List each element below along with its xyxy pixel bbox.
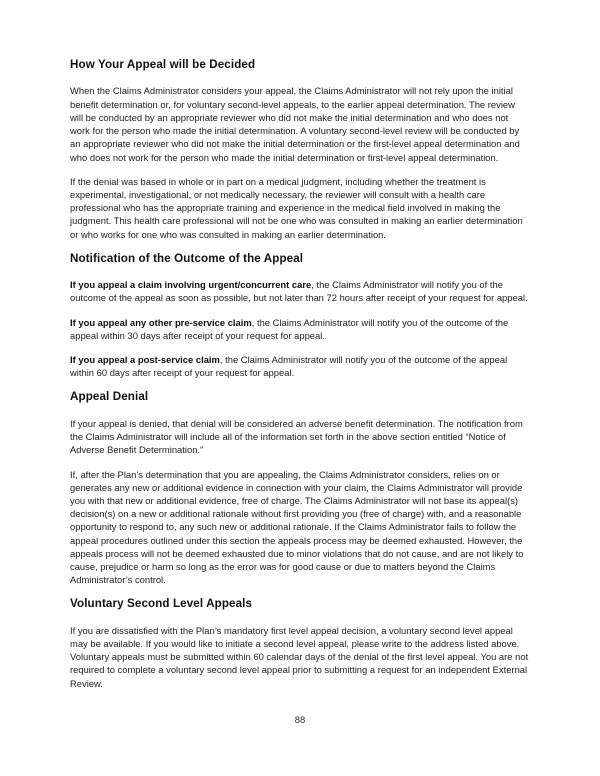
paragraph-lead-in: If you appeal a post-service claim [70,354,220,366]
paragraph-lead-in: If you appeal a claim involving urgent/concurrent care [70,279,312,291]
paragraph [70,353,529,379]
section-heading-voluntary-second-level-appeals: Voluntary Second Level Appeals [70,597,253,611]
paragraph: If you are dissatisfied with the Plan’s mandatory first level appeal decision, a voluntary second level appeal may be available. If you would like to initiate a second level appeal, please write to the address listed above. Voluntary appeals must be submitted within 60 calendar days of the denial of the first level appeal. You are not required to complete a voluntary second level appeal prior to submitting a request for an independent External Review. [70,624,529,689]
section-heading-notification-of-the-outcome-of-the-appeal: Notification of the Outcome of the Appeal [70,251,304,265]
paragraph [70,316,529,342]
page-number: 88 [294,714,306,725]
paragraph: If your appeal is denied, that denial will be considered an adverse benefit determination. The notification from the Claims Administrator will include all of the information set forth in the above section entitled “Notice of Adverse Benefit Determination.” [70,417,523,456]
section-heading-how-your-appeal-will-be-decided: How Your Appeal will be Decided [70,58,256,71]
paragraph: If, after the Plan’s determination that you are appealing, the Claims Administrator considers, relies on or generates any new or additional evidence in connection with your claim, the Claims Administrator will provide you with that new or additional evidence, free of charge. The Claims Administrator will not base its appeal(s) decision(s) on a new or additional rationale without first providing you (free of charge) with, and a reasonable opportunity to respond to, any such new or additional rationale. If the Claims Administrator fails to follow the appeal procedures outlined under this section the appeals process may be deemed exhausted. However, the appeals process will not be deemed exhausted due to minor violations that do not cause, and are not likely to cause, prejudice or harm so long as the error was for good cause or due to matters beyond the Claims Administrator’s control. [70,468,524,586]
paragraph-text: , the Claims Administrator will notify you of the outcome of the appeal as soon as possible, but not later than 72 hours after receipt of your request for appeal. [70,279,528,304]
document-body [70,58,529,690]
paragraph: When the Claims Administrator considers your appeal, the Claims Administrator will not rely upon the initial benefit determination or, for voluntary second-level appeals, to the earlier appeal determination. The review will be conducted by an appropriate reviewer who did not make the initial determination and who does not work for the person who made the initial determination. A voluntary second-level review will be conducted by an appropriate reviewer who did not make the initial determination or the first-level appeal determination and who does not work for the person who made the initial determination or first-level appeal determination. [70,85,520,163]
paragraph-text: , the Claims Administrator will notify you of the outcome of the appeal within 60 days after receipt of your request for appeal. [70,354,508,379]
section-heading-appeal-denial: Appeal Denial [70,390,149,404]
paragraph [70,278,529,304]
paragraph-text: , the Claims Administrator will notify you of the outcome of the appeal within 30 days after receipt of your request for appeal. [70,316,509,341]
paragraph-lead-in: If you appeal any other pre-service claim [70,316,252,328]
paragraph: If the denial was based in whole or in part on a medical judgment, including whether the treatment is experimental, investigational, or not medically necessary, the reviewer will consult with a health care professional who has the appropriate training and experience in the medical field involved in making the judgment. This health care professional will not be one who was consulted in making an earlier determination or who works for one who was consulted in making an earlier determination. [70,175,523,240]
